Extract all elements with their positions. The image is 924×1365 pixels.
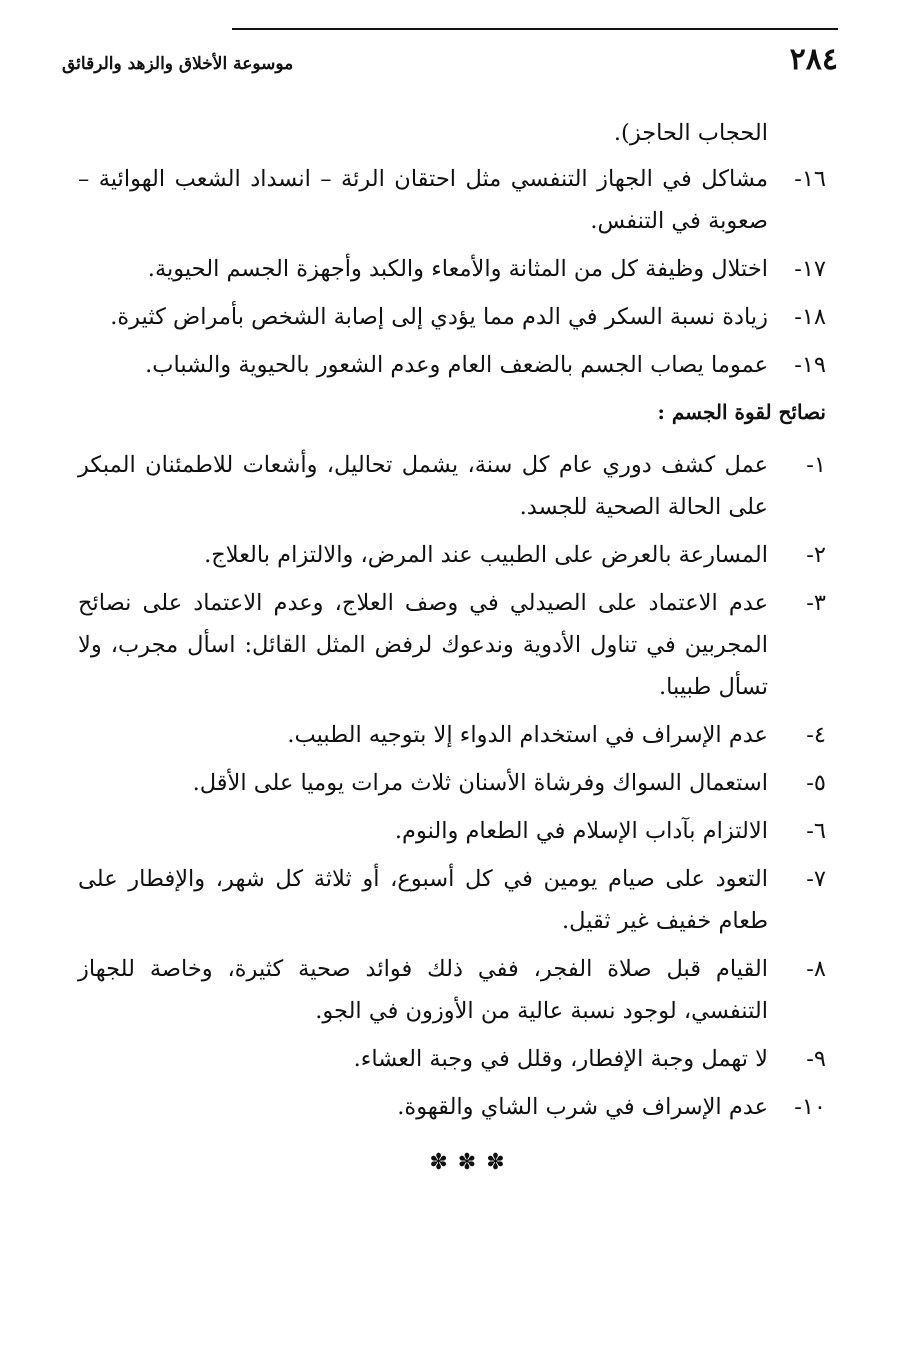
page-body <box>78 112 826 1175</box>
list-item <box>78 948 826 1032</box>
item-text: عدم الاعتماد على الصيدلي في وصف العلاج، وعدم الاعتماد على نصائح المجربين في تناول الأدوية وندعوك لرفض المثل القائل: اسأل مجرب، ولا تسأل طبيبا. <box>78 590 768 700</box>
page-header <box>62 40 838 84</box>
item-number: ٧- <box>806 866 826 892</box>
symptoms-list <box>78 158 826 386</box>
item-text: القيام قبل صلاة الفجر، ففي ذلك فوائد صحية كثيرة، وخاصة للجهاز التنفسي، لوجود نسبة عالية من الأوزون في الجو. <box>78 956 768 1024</box>
item-text: عموما يصاب الجسم بالضعف العام وعدم الشعور بالحيوية والشباب. <box>145 352 768 378</box>
item-number: ٣- <box>806 590 826 616</box>
item-number: ٨- <box>806 956 826 982</box>
list-item <box>78 762 826 804</box>
list-item <box>78 344 826 386</box>
advice-list <box>78 444 826 1128</box>
page-number: ٢٨٤ <box>789 42 838 77</box>
list-item <box>78 858 826 942</box>
item-number: ٦- <box>806 818 826 844</box>
item-text: زيادة نسبة السكر في الدم مما يؤدي إلى إصابة الشخص بأمراض كثيرة. <box>110 304 768 330</box>
item-text: عدم الإسراف في استخدام الدواء إلا بتوجيه الطبيب. <box>287 722 768 748</box>
list-item <box>78 248 826 290</box>
item-text: المسارعة بالعرض على الطبيب عند المرض، والالتزام بالعلاج. <box>204 542 768 568</box>
list-item <box>78 582 826 708</box>
item-number: ١٧- <box>794 256 826 282</box>
item-text: لا تهمل وجبة الإفطار، وقلل في وجبة العشاء. <box>353 1046 768 1072</box>
list-item <box>78 534 826 576</box>
list-item <box>78 810 826 852</box>
header-rule <box>232 28 838 30</box>
item-number: ٤- <box>806 722 826 748</box>
list-item <box>78 1086 826 1128</box>
item-text: عمل كشف دوري عام كل سنة، يشمل تحاليل، وأشعات للاطمئنان المبكر على الحالة الصحية للجسد. <box>78 452 768 520</box>
item-number: ٥- <box>806 770 826 796</box>
item-number: ٢- <box>806 542 826 568</box>
item-number: ٩- <box>806 1046 826 1072</box>
list-item <box>78 714 826 756</box>
section-end-ornament: ✽✽✽ <box>429 1150 515 1175</box>
list-item <box>78 1038 826 1080</box>
item-text: عدم الإسراف في شرب الشاي والقهوة. <box>397 1094 768 1120</box>
item-number: ١٠- <box>794 1094 826 1120</box>
list-item <box>78 296 826 338</box>
list-item <box>78 444 826 528</box>
item-number: ١٨- <box>794 304 826 330</box>
item-text: التعود على صيام يومين في كل أسبوع، أو ثلاثة كل شهر، والإفطار على طعام خفيف غير ثقيل. <box>78 866 768 934</box>
item-number: ١٦- <box>794 166 826 192</box>
item-text: استعمال السواك وفرشاة الأسنان ثلاث مرات يوميا على الأقل. <box>192 770 768 796</box>
list-item <box>78 158 826 242</box>
section-heading: نصائح لقوة الجسم : <box>657 400 826 424</box>
continuation-text: الحجاب الحاجز). <box>613 120 768 146</box>
item-text: مشاكل في الجهاز التنفسي مثل احتقان الرئة – انسداد الشعب الهوائية – صعوبة في التنفس. <box>78 166 768 234</box>
item-text: اختلال وظيفة كل من المثانة والأمعاء والكبد وأجهزة الجسم الحيوية. <box>147 256 768 282</box>
running-title: موسوعة الأخلاق والزهد والرقائق <box>62 54 294 74</box>
item-number: ١- <box>806 452 826 478</box>
item-text: الالتزام بآداب الإسلام في الطعام والنوم. <box>394 818 768 844</box>
item-number: ١٩- <box>794 352 826 378</box>
